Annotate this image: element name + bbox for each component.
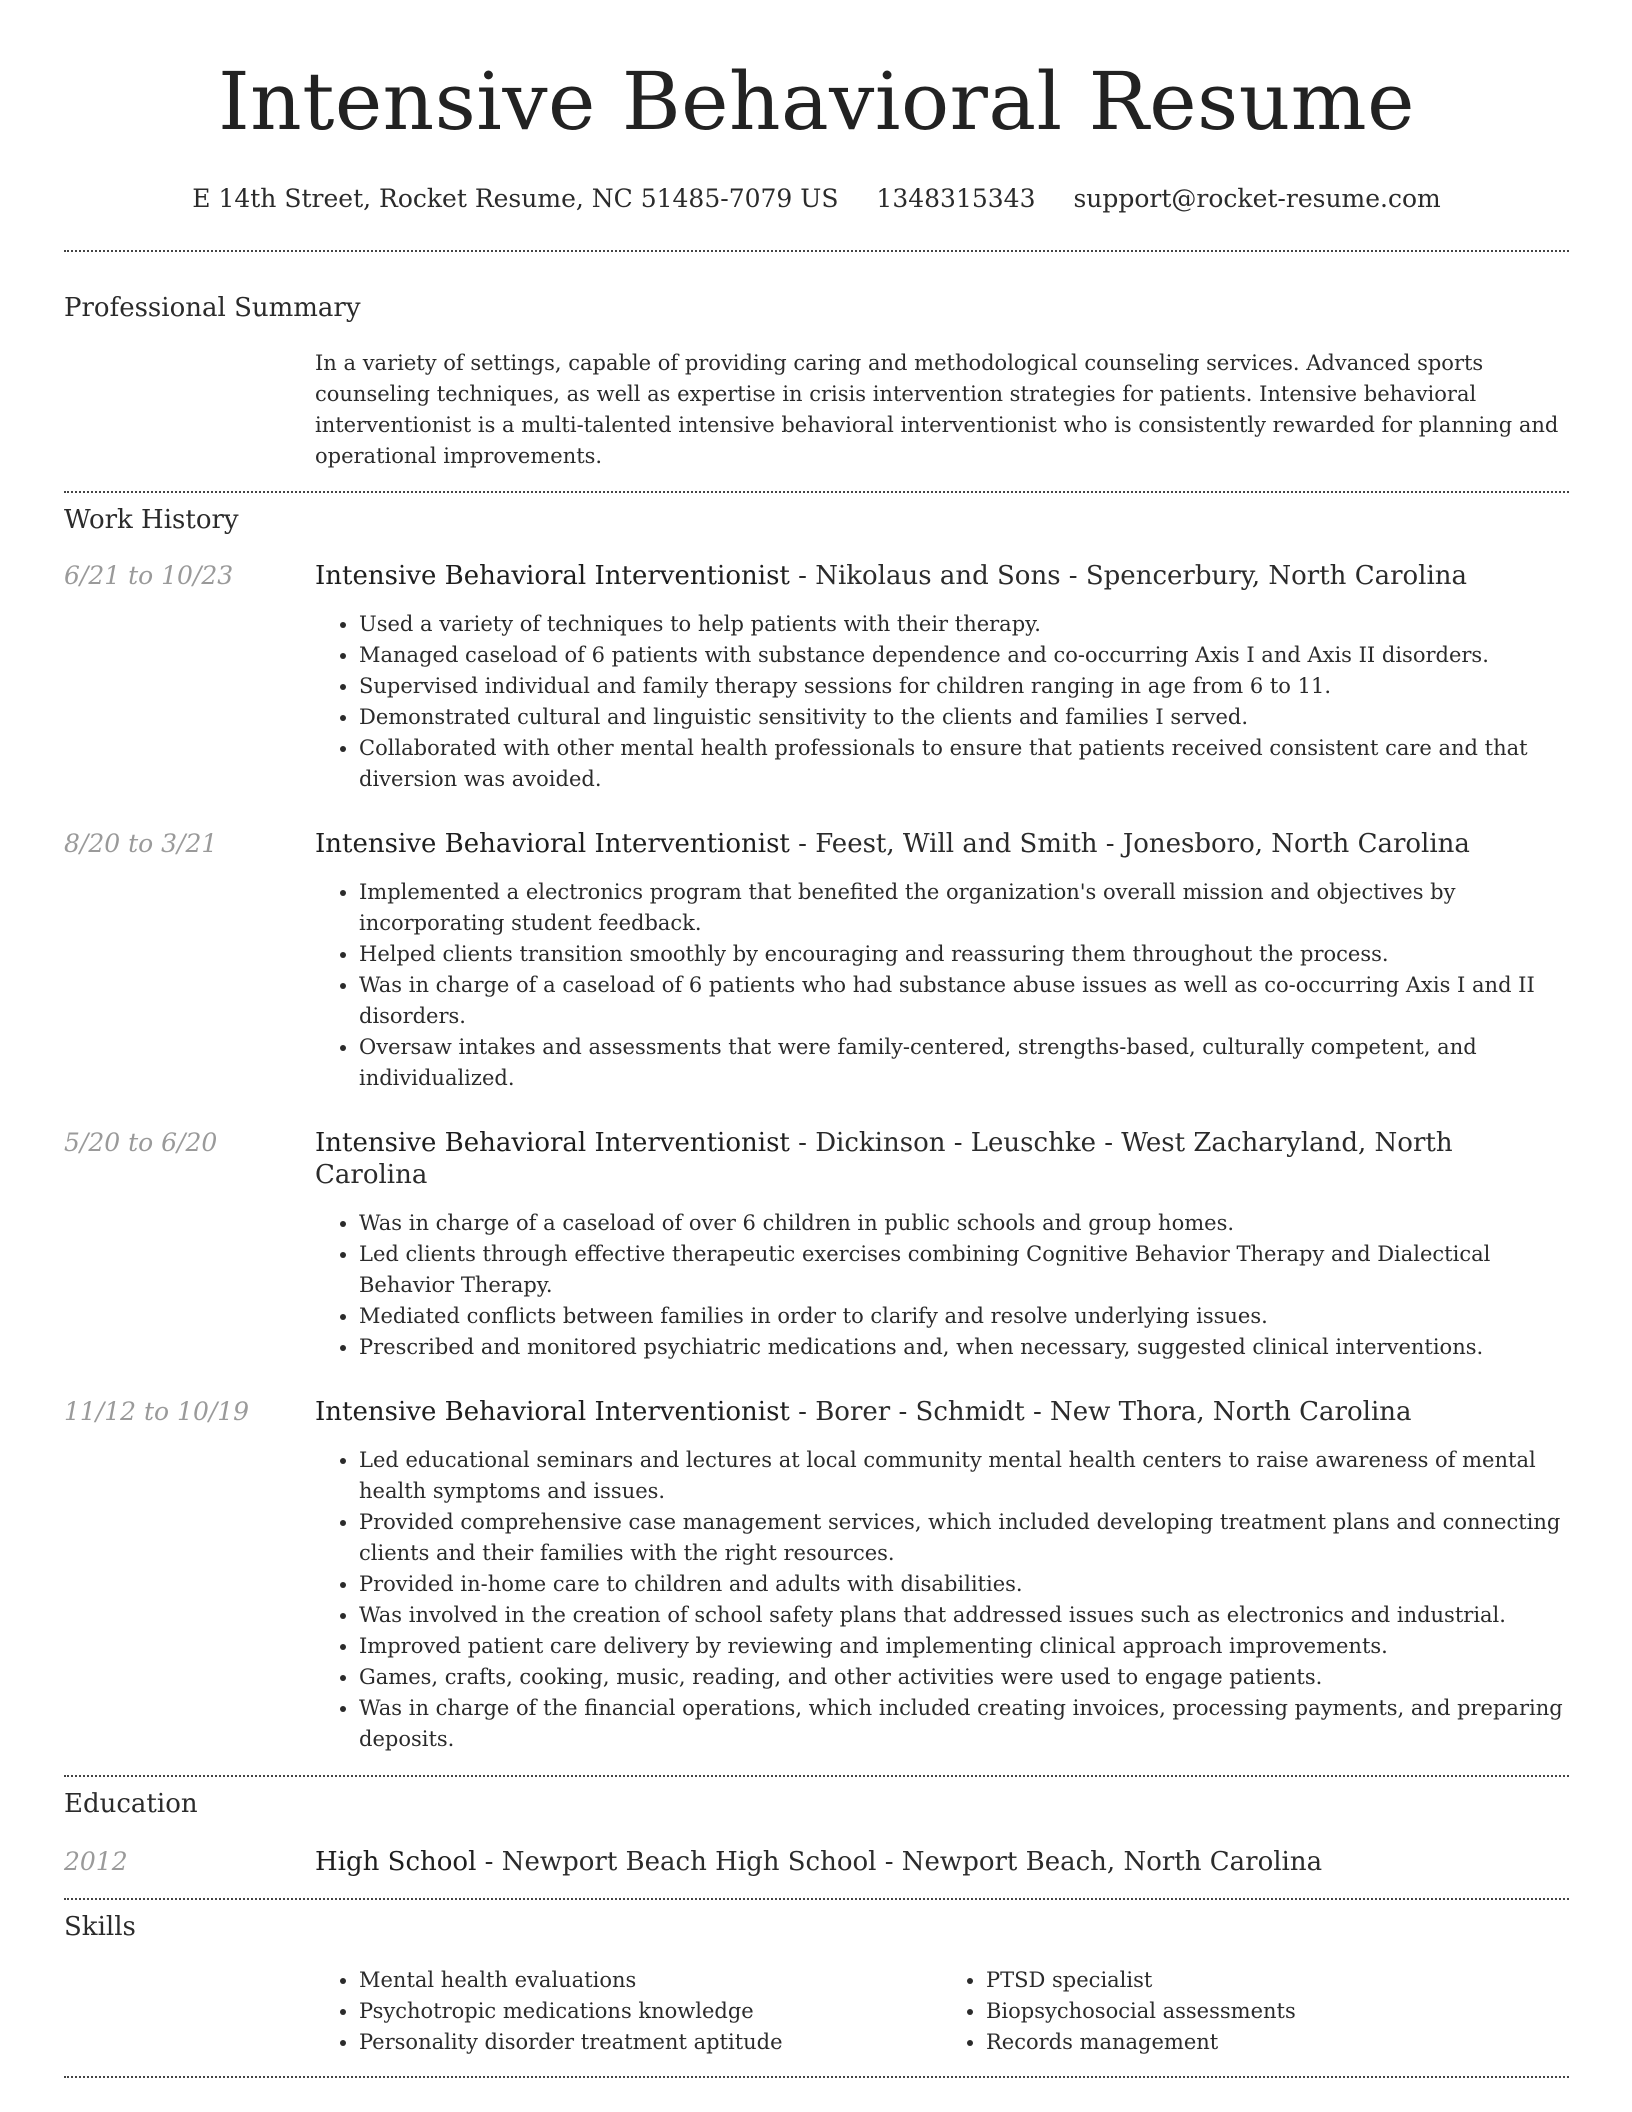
list-item: • Records management: [986, 2027, 1569, 2058]
education-title: [315, 1846, 1569, 1878]
list-item: • Mental health evaluations: [359, 1965, 942, 1996]
list-item: • Managed caseload of 6 patients with substance dependence and co-occurring Axis I and Axis II disorders.: [359, 640, 1569, 671]
job-entry: [64, 1127, 1569, 1363]
list-item: • Was in charge of a caseload of over 6 children in public schools and group homes.: [359, 1208, 1569, 1239]
work-history-heading: Work History: [64, 505, 239, 535]
section-divider: [64, 1898, 1569, 1900]
job-bullets: [315, 1208, 1569, 1363]
skills-heading: Skills: [64, 1912, 136, 1942]
list-item: • Helped clients transition smoothly by encouraging and reassuring them throughout the process.: [359, 939, 1569, 970]
job-dates: 11/12 to 10/19: [64, 1397, 250, 1426]
job-bullets: [315, 877, 1569, 1094]
section-divider: [64, 1775, 1569, 1777]
job-entry: [64, 560, 1569, 795]
contact-email: support@rocket-resume.com: [1073, 184, 1441, 213]
skills-list-right: [942, 1965, 1569, 2058]
job-dates: 6/21 to 10/23: [64, 561, 234, 590]
skills-grid: [315, 1965, 1569, 2058]
job-title: [315, 828, 1569, 860]
education-school: - Newport Beach High School - Newport Beach, North Carolina: [476, 1847, 1323, 1877]
list-item: • Supervised individual and family therapy sessions for children ranging in age from 6 to 11.: [359, 671, 1569, 702]
job-bullets: [315, 1445, 1569, 1755]
list-item: • Used a variety of techniques to help patients with their therapy.: [359, 609, 1569, 640]
list-item: • Was involved in the creation of school safety plans that addressed issues such as electronics and industrial.: [359, 1600, 1569, 1631]
list-item: • Was in charge of a caseload of 6 patients who had substance abuse issues as well as co-occurring Axis I and II disorders.: [359, 970, 1569, 1032]
job-dates: 8/20 to 3/21: [64, 829, 218, 858]
job-employer: - Nikolaus and Sons - Spencerbury, North Carolina: [789, 561, 1468, 591]
list-item: • Provided in-home care to children and adults with disabilities.: [359, 1569, 1569, 1600]
section-divider: [64, 2076, 1569, 2078]
job-entry: [64, 1396, 1569, 1755]
list-item: • Prescribed and monitored psychiatric medications and, when necessary, suggested clinical interventions.: [359, 1332, 1569, 1363]
skills-list-left: [315, 1965, 942, 2058]
job-title: [315, 1127, 1569, 1191]
job-employer: - Feest, Will and Smith - Jonesboro, North Carolina: [789, 829, 1470, 859]
contact-phone: 1348315343: [876, 184, 1036, 213]
skills-row: [64, 1965, 1569, 2058]
list-item: • Led clients through effective therapeutic exercises combining Cognitive Behavior Therapy and Dialectical Behavior Therapy.: [359, 1239, 1569, 1301]
job-role: Intensive Behavioral Interventionist: [315, 829, 790, 859]
job-employer: - Dickinson - Leuschke - West Zacharyland, North Carolina: [315, 1128, 1453, 1190]
contact-address: E 14th Street, Rocket Resume, NC 51485-7079 US: [192, 184, 839, 213]
list-item: • Demonstrated cultural and linguistic sensitivity to the clients and families I served.: [359, 702, 1569, 733]
list-item: • Psychotropic medications knowledge: [359, 1996, 942, 2027]
education-heading: Education: [64, 1789, 198, 1819]
list-item: • Biopsychosocial assessments: [986, 1996, 1569, 2027]
education-degree: High School: [315, 1847, 477, 1877]
education-entry: [64, 1846, 1569, 1878]
job-role: Intensive Behavioral Interventionist: [315, 1397, 790, 1427]
list-item: • PTSD specialist: [986, 1965, 1569, 1996]
job-dates: 5/20 to 6/20: [64, 1128, 218, 1157]
section-divider: [64, 250, 1569, 252]
resume-title: Intensive Behavioral Resume: [218, 55, 1415, 148]
section-divider: [64, 491, 1569, 493]
job-bullets: [315, 609, 1569, 795]
summary-heading: Professional Summary: [64, 293, 361, 323]
list-item: • Led educational seminars and lectures at local community mental health centers to raise awareness of mental health symptoms and issues.: [359, 1445, 1569, 1507]
list-item: • Implemented a electronics program that benefited the organization's overall mission and objectives by incorporating student feedback.: [359, 877, 1569, 939]
job-role: Intensive Behavioral Interventionist: [315, 561, 790, 591]
job-employer: - Borer - Schmidt - New Thora, North Carolina: [789, 1397, 1412, 1427]
list-item: • Was in charge of the financial operations, which included creating invoices, processing payments, and preparing deposits.: [359, 1693, 1569, 1755]
list-item: • Improved patient care delivery by reviewing and implementing clinical approach improvements.: [359, 1631, 1569, 1662]
list-item: • Mediated conflicts between families in order to clarify and resolve underlying issues.: [359, 1301, 1569, 1332]
job-title: [315, 560, 1569, 592]
resume-page: [64, 0, 1569, 2078]
list-item: • Oversaw intakes and assessments that were family-centered, strengths-based, culturally competent, and individualized.: [359, 1032, 1569, 1094]
education-year: 2012: [64, 1847, 128, 1876]
list-item: • Provided comprehensive case management services, which included developing treatment plans and connecting clients and their families with the right resources.: [359, 1507, 1569, 1569]
contact-line: [64, 184, 1569, 214]
list-item: • Games, crafts, cooking, music, reading, and other activities were used to engage patients.: [359, 1662, 1569, 1693]
job-role: Intensive Behavioral Interventionist: [315, 1128, 790, 1158]
job-entry: [64, 828, 1569, 1094]
list-item: • Collaborated with other mental health professionals to ensure that patients received consistent care and that diversion was avoided.: [359, 733, 1569, 795]
job-title: [315, 1396, 1569, 1428]
summary-text: In a variety of settings, capable of providing caring and methodological counseling services. Advanced sports counseling techniques, as well as expertise in crisis intervention strategies for patients. Intensive behavioral interventionist is a multi-talented intensive behavioral interventionist who is consistently rewarded for planning and operational improvements.: [315, 351, 1559, 468]
list-item: • Personality disorder treatment aptitude: [359, 2027, 942, 2058]
summary-row: [64, 348, 1569, 472]
